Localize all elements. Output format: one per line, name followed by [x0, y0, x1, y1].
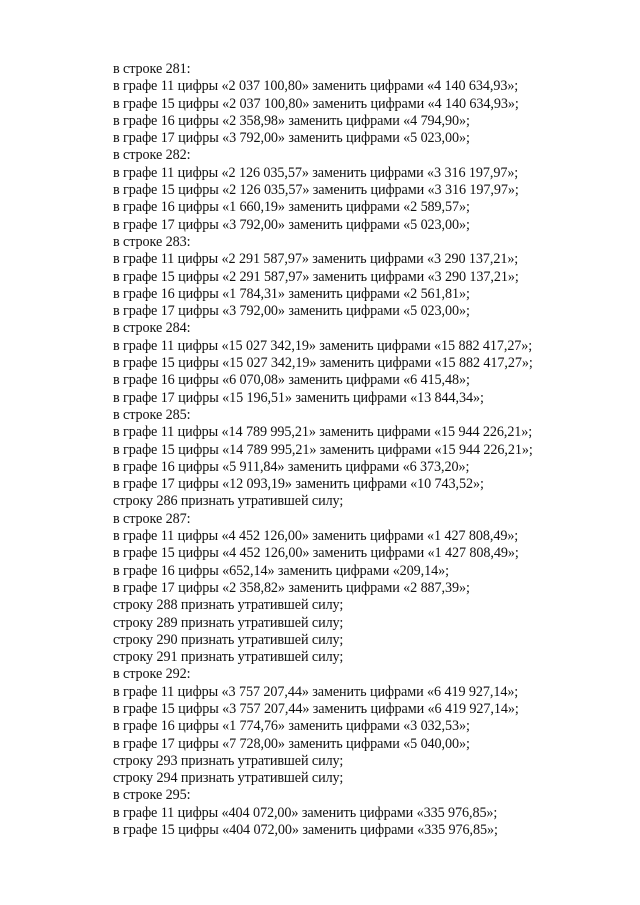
row-284-column-15-amendment: в графе 15 цифры «15 027 342,19» заменить цифрами «15 882 417,27»; [113, 355, 533, 372]
amendment-list [113, 61, 533, 839]
row-287-heading: в строке 287: [113, 510, 191, 527]
row-282-column-17-amendment: в графе 17 цифры «3 792,00» заменить цифрами «5 023,00»; [113, 216, 470, 233]
row-282-column-16-amendment: в графе 16 цифры «1 660,19» заменить цифрами «2 589,57»; [113, 199, 470, 216]
row-293-repeal: строку 293 признать утратившей силу; [113, 752, 344, 769]
row-287-column-17-amendment: в графе 17 цифры «2 358,82» заменить цифрами «2 887,39»; [113, 579, 470, 596]
row-281-column-17-amendment: в графе 17 цифры «3 792,00» заменить цифрами «5 023,00»; [113, 130, 470, 147]
row-295-column-11-amendment: в графе 11 цифры «404 072,00» заменить цифрами «335 976,85»; [113, 804, 498, 821]
row-292-column-11-amendment: в графе 11 цифры «3 757 207,44» заменить цифрами «6 419 927,14»; [113, 683, 519, 700]
row-291-repeal: строку 291 признать утратившей силу; [113, 649, 344, 666]
row-284-heading: в строке 284: [113, 320, 191, 337]
row-287-column-11-amendment: в графе 11 цифры «4 452 126,00» заменить цифрами «1 427 808,49»; [113, 528, 519, 545]
row-283-column-16-amendment: в графе 16 цифры «1 784,31» заменить цифрами «2 561,81»; [113, 285, 470, 302]
row-281-column-16-amendment: в графе 16 цифры «2 358,98» заменить цифрами «4 794,90»; [113, 112, 470, 129]
row-288-repeal: строку 288 признать утратившей силу; [113, 597, 344, 614]
row-283-heading: в строке 283: [113, 233, 191, 250]
row-283-column-17-amendment: в графе 17 цифры «3 792,00» заменить цифрами «5 023,00»; [113, 303, 470, 320]
row-282-column-11-amendment: в графе 11 цифры «2 126 035,57» заменить цифрами «3 316 197,97»; [113, 164, 519, 181]
row-290-repeal: строку 290 признать утратившей силу; [113, 631, 344, 648]
row-283-column-15-amendment: в графе 15 цифры «2 291 587,97» заменить цифрами «3 290 137,21»; [113, 268, 519, 285]
row-295-heading: в строке 295: [113, 787, 191, 804]
row-282-heading: в строке 282: [113, 147, 191, 164]
row-292-column-16-amendment: в графе 16 цифры «1 774,76» заменить цифрами «3 032,53»; [113, 718, 470, 735]
row-286-repeal: строку 286 признать утратившей силу; [113, 493, 344, 510]
row-283-column-11-amendment: в графе 11 цифры «2 291 587,97» заменить цифрами «3 290 137,21»; [113, 251, 519, 268]
row-285-column-15-amendment: в графе 15 цифры «14 789 995,21» заменить цифрами «15 944 226,21»; [113, 441, 533, 458]
row-292-heading: в строке 292: [113, 666, 191, 683]
row-294-repeal: строку 294 признать утратившей силу; [113, 770, 344, 787]
row-292-column-17-amendment: в графе 17 цифры «7 728,00» заменить цифрами «5 040,00»; [113, 735, 470, 752]
row-281-column-11-amendment: в графе 11 цифры «2 037 100,80» заменить цифрами «4 140 634,93»; [113, 78, 519, 95]
row-284-column-16-amendment: в графе 16 цифры «6 070,08» заменить цифрами «6 415,48»; [113, 372, 470, 389]
row-285-column-17-amendment: в графе 17 цифры «12 093,19» заменить цифрами «10 743,52»; [113, 476, 484, 493]
row-289-repeal: строку 289 признать утратившей силу; [113, 614, 344, 631]
row-285-column-16-amendment: в графе 16 цифры «5 911,84» заменить цифрами «6 373,20»; [113, 458, 470, 475]
row-284-column-17-amendment: в графе 17 цифры «15 196,51» заменить цифрами «13 844,34»; [113, 389, 484, 406]
row-282-column-15-amendment: в графе 15 цифры «2 126 035,57» заменить цифрами «3 316 197,97»; [113, 182, 519, 199]
row-295-column-15-amendment: в графе 15 цифры «404 072,00» заменить цифрами «335 976,85»; [113, 822, 498, 839]
row-281-heading: в строке 281: [113, 61, 191, 77]
row-285-heading: в строке 285: [113, 406, 191, 423]
row-281-column-15-amendment: в графе 15 цифры «2 037 100,80» заменить цифрами «4 140 634,93»; [113, 95, 519, 112]
row-287-column-16-amendment: в графе 16 цифры «652,14» заменить цифрами «209,14»; [113, 562, 449, 579]
row-292-column-15-amendment: в графе 15 цифры «3 757 207,44» заменить цифрами «6 419 927,14»; [113, 700, 519, 717]
row-287-column-15-amendment: в графе 15 цифры «4 452 126,00» заменить цифрами «1 427 808,49»; [113, 545, 519, 562]
row-284-column-11-amendment: в графе 11 цифры «15 027 342,19» заменить цифрами «15 882 417,27»; [113, 337, 533, 354]
row-285-column-11-amendment: в графе 11 цифры «14 789 995,21» заменить цифрами «15 944 226,21»; [113, 424, 533, 441]
